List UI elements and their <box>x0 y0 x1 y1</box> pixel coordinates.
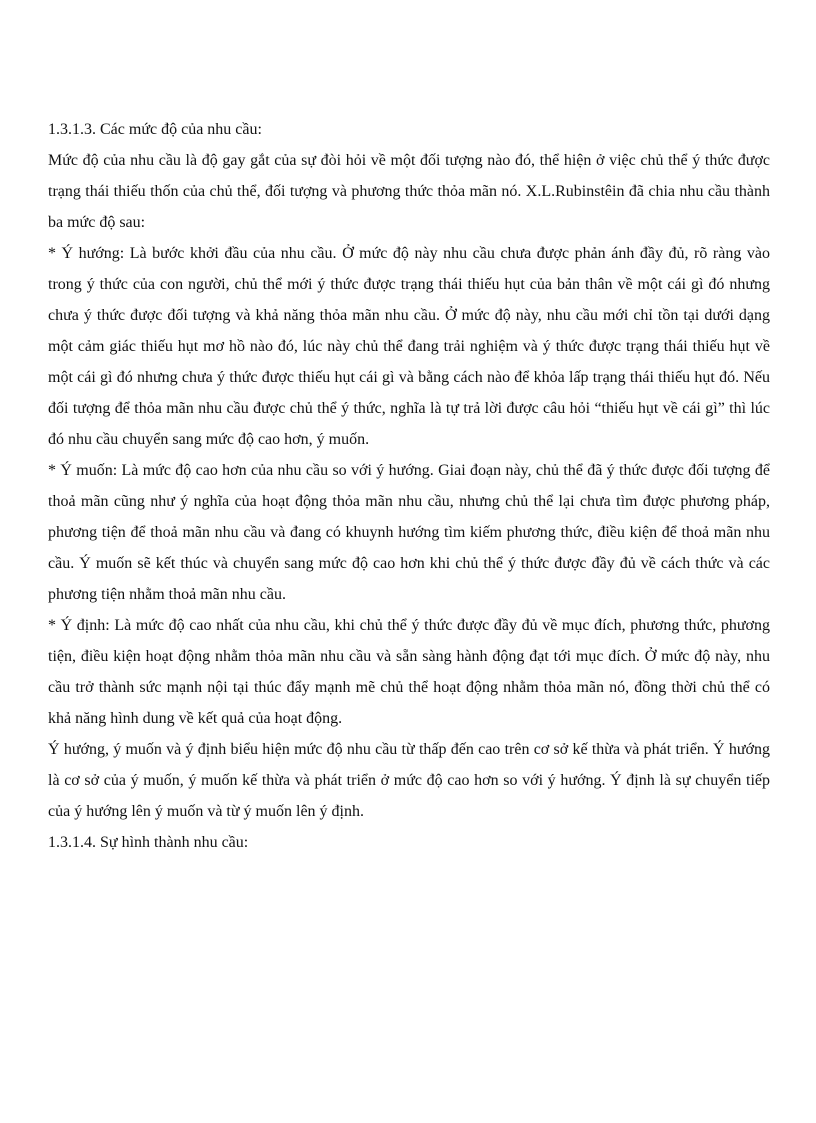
section-heading-1-3-1-4: 1.3.1.4. Sự hình thành nhu cầu: <box>48 834 249 851</box>
document-body <box>48 114 770 858</box>
section-heading-1-3-1-3: 1.3.1.3. Các mức độ của nhu cầu: <box>48 121 262 138</box>
paragraph-y-huong: * Ý hướng: Là bước khởi đầu của nhu cầu. Ở mức độ này nhu cầu chưa được phản ánh đầy đủ, rõ ràng vào trong ý thức của con người, chủ thể mới ý thức được trạng thái thiếu hụt của bản thân về một cái gì đó nhưng chưa ý thức được đối tượng và khả năng thỏa mãn nhu cầu. Ở mức độ này, nhu cầu mới chỉ tồn tại dưới dạng một cảm giác thiếu hụt mơ hồ nào đó, lúc này chủ thể đang trải nghiệm và ý thức được trạng thái thiếu hụt về một cái gì đó nhưng chưa ý thức được thiếu hụt cái gì và bằng cách nào để khỏa lấp trạng thái thiếu hụt đó. Nếu đối tượng để thỏa mãn nhu cầu được chủ thể ý thức, nghĩa là tự trả lời được câu hỏi “thiếu hụt về cái gì” thì lúc đó nhu cầu chuyển sang mức độ cao hơn, ý muốn. <box>48 245 770 448</box>
paragraph-y-dinh: * Ý định: Là mức độ cao nhất của nhu cầu, khi chủ thể ý thức được đầy đủ về mục đích, phương thức, phương tiện, điều kiện hoạt động nhằm thỏa mãn nhu cầu và sẵn sàng hành động đạt tới mục đích. Ở mức độ này, nhu cầu trở thành sức mạnh nội tại thúc đẩy mạnh mẽ chủ thể hoạt động nhằm thỏa mãn nó, đồng thời chủ thể có khả năng hình dung về kết quả của hoạt động. <box>48 617 770 727</box>
paragraph-definition: Mức độ của nhu cầu là độ gay gắt của sự đòi hỏi về một đối tượng nào đó, thể hiện ở việc chủ thể ý thức được trạng thái thiếu thốn của chủ thể, đối tượng và phương thức thỏa mãn nó. X.L.Rubinstêin đã chia nhu cầu thành ba mức độ sau: <box>48 152 770 231</box>
paragraph-y-muon: * Ý muốn: Là mức độ cao hơn của nhu cầu so với ý hướng. Giai đoạn này, chủ thể đã ý thức được đối tượng để thoả mãn cũng như ý nghĩa của hoạt động thỏa mãn nhu cầu, nhưng chủ thể lại chưa tìm được phương pháp, phương tiện để thoả mãn nhu cầu và đang có khuynh hướng tìm kiếm phương thức, điều kiện để thoả mãn nhu cầu. Ý muốn sẽ kết thúc và chuyển sang mức độ cao hơn khi chủ thể ý thức được đầy đủ về cách thức và các phương tiện nhằm thoả mãn nhu cầu. <box>48 462 770 603</box>
paragraph-summary: Ý hướng, ý muốn và ý định biểu hiện mức độ nhu cầu từ thấp đến cao trên cơ sở kế thừa và phát triển. Ý hướng là cơ sở của ý muốn, ý muốn kế thừa và phát triển ở mức độ cao hơn so với ý hướng. Ý định là sự chuyển tiếp của ý hướng lên ý muốn và từ ý muốn lên ý định. <box>48 741 770 820</box>
